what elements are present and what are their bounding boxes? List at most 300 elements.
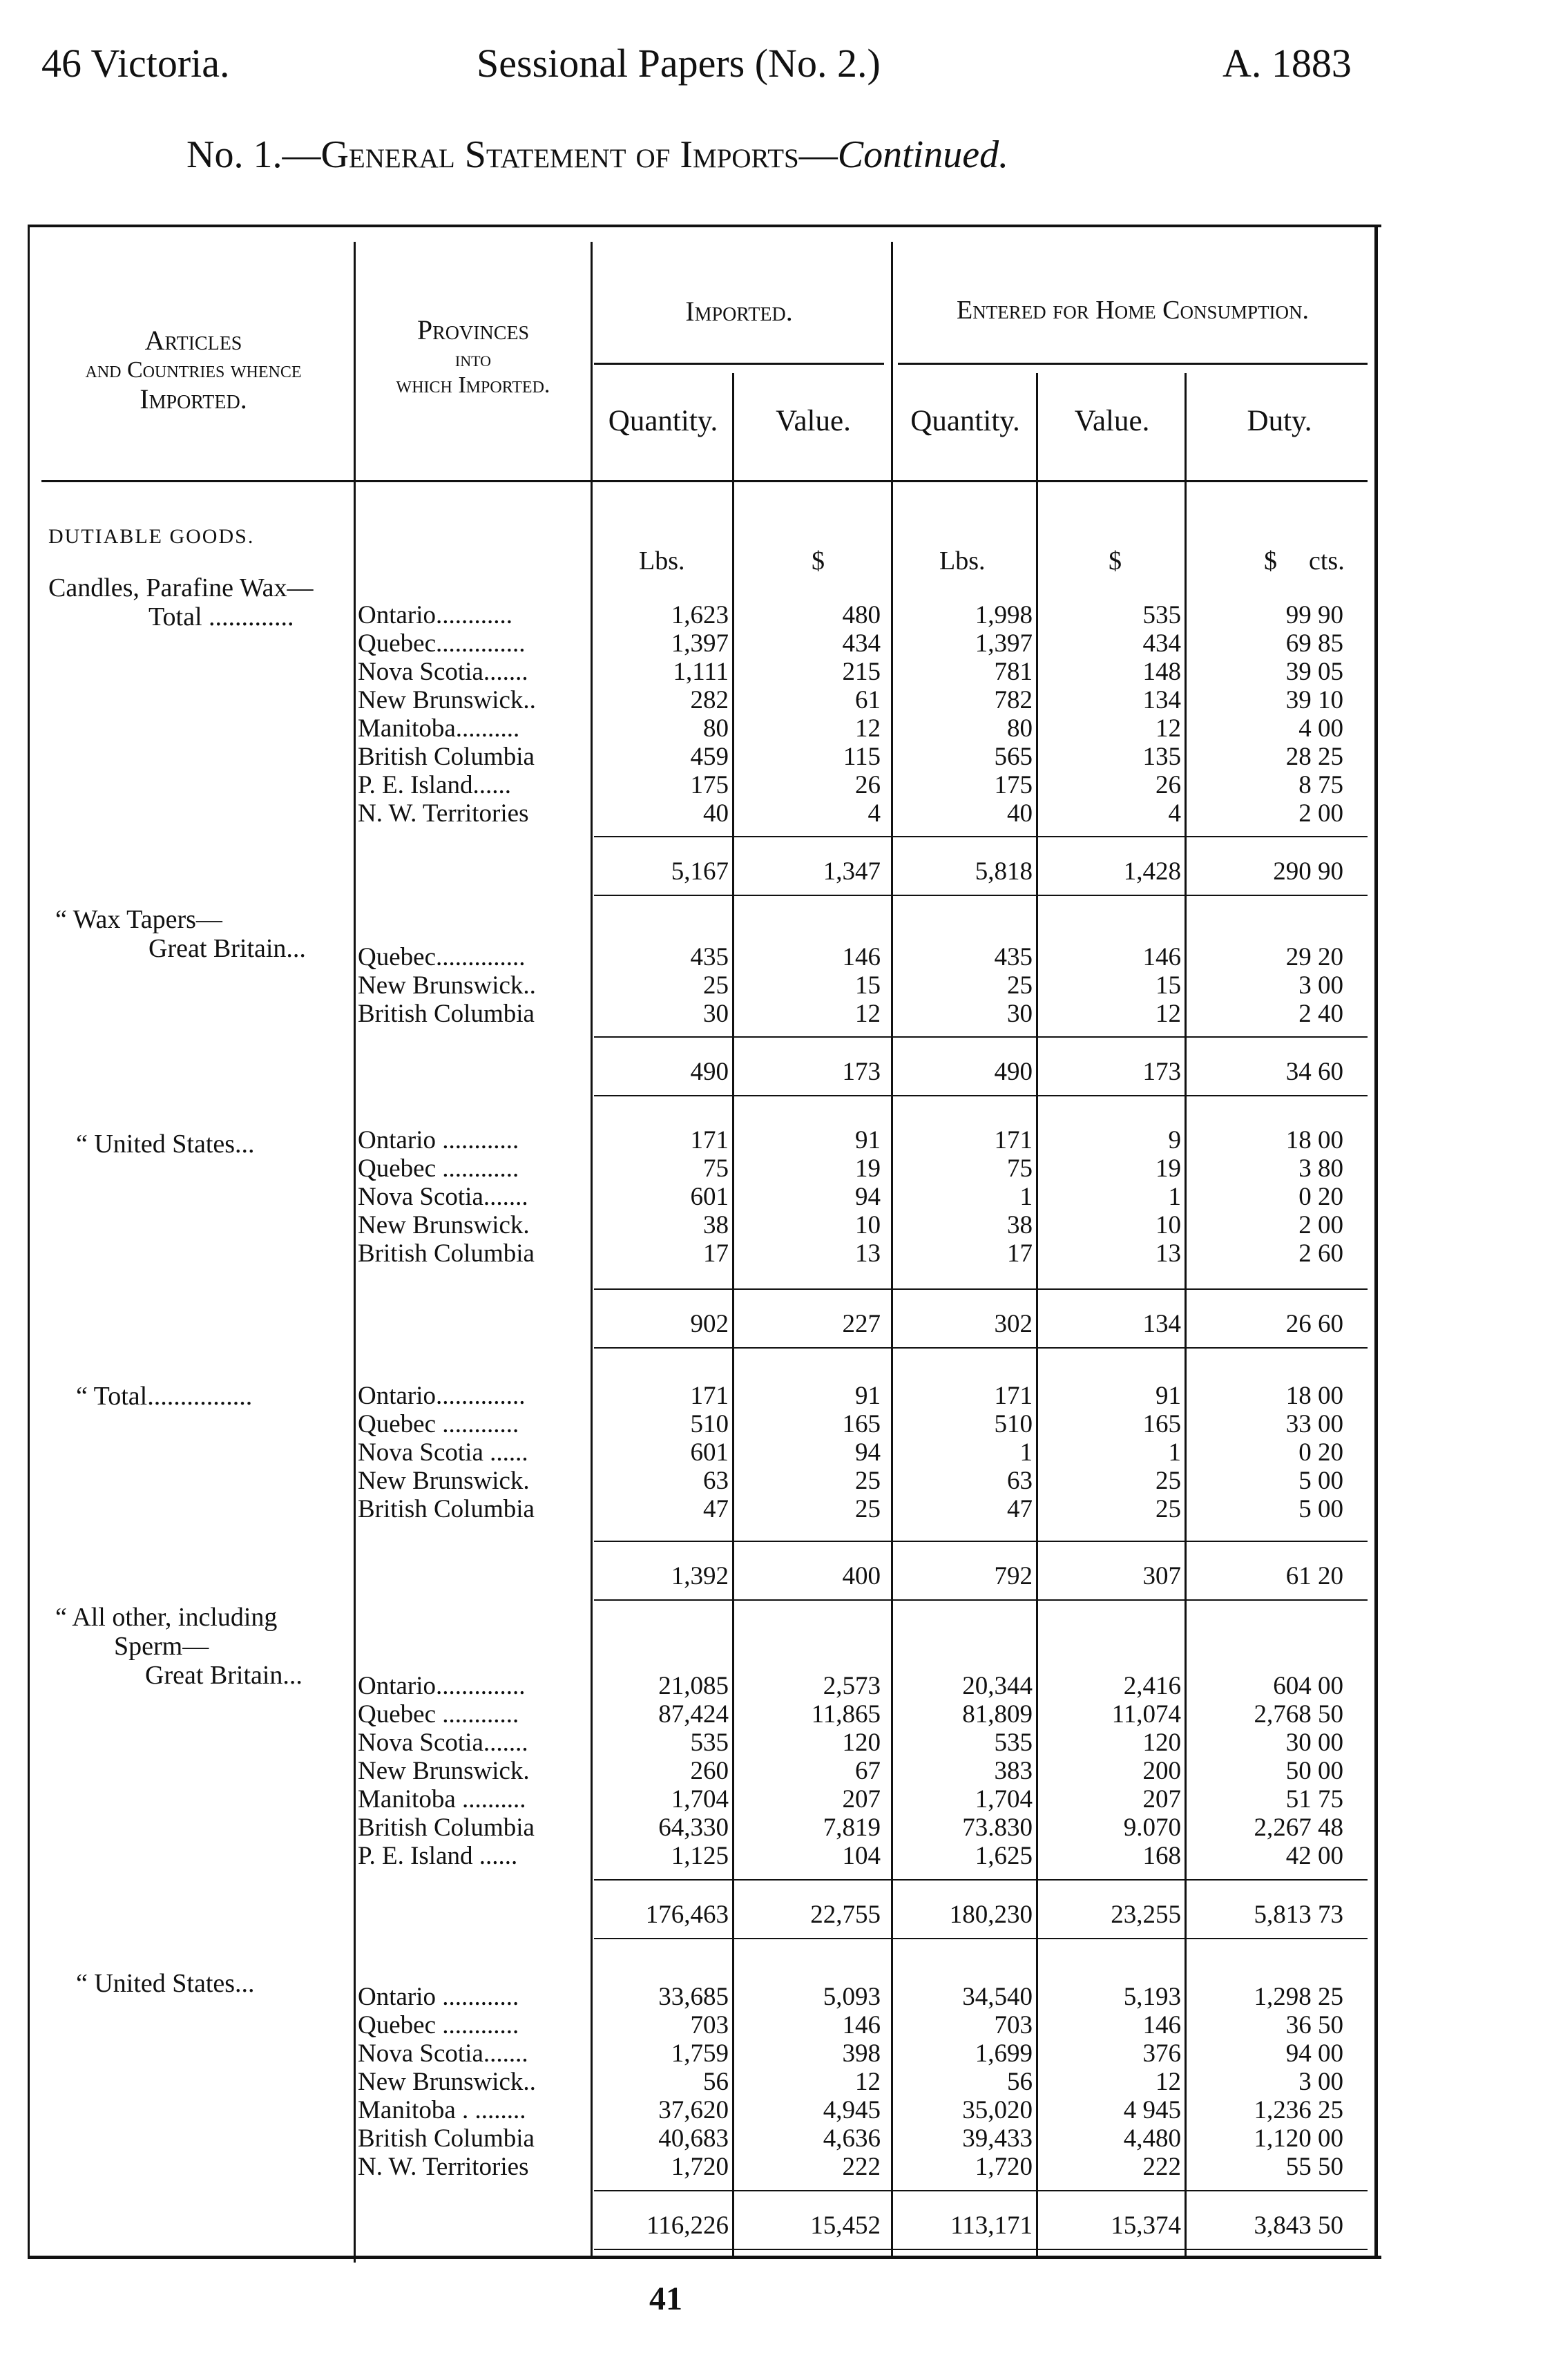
table-cell: 601 <box>690 1183 729 1211</box>
imported-subheader-rule <box>594 363 884 365</box>
table-cell: 104 <box>842 1842 881 1870</box>
table-cell: 12 <box>855 2068 881 2096</box>
province-name: New Brunswick. <box>358 1757 530 1785</box>
province-name: British Columbia <box>358 743 535 771</box>
table-cell: 12 <box>855 1000 881 1028</box>
numeric-column <box>1216 1382 1343 1523</box>
province-name: Nova Scotia....... <box>358 658 528 686</box>
table-cell: 33 00 <box>1285 1410 1343 1438</box>
group-total-cell: 15,374 <box>1111 2211 1181 2240</box>
header-duty: Duty. <box>1247 405 1312 437</box>
table-left-border <box>28 225 30 2256</box>
table-cell: 3 00 <box>1298 971 1343 1000</box>
article-label: “ United States... <box>76 1130 255 1159</box>
table-cell: 0 20 <box>1298 1183 1343 1211</box>
table-cell: 18 00 <box>1285 1382 1343 1410</box>
province-name: British Columbia <box>358 2124 535 2153</box>
table-cell: 175 <box>690 771 729 799</box>
group-total-cell: 302 <box>994 1310 1033 1338</box>
table-cell: 30 <box>1007 1000 1033 1028</box>
table-cell: 12 <box>855 714 881 743</box>
table-cell: 781 <box>994 658 1033 686</box>
numeric-column <box>905 943 1033 1028</box>
table-cell: 15 <box>855 971 881 1000</box>
group-total-cell: 113,171 <box>950 2211 1033 2240</box>
table-cell: 75 <box>1007 1154 1033 1183</box>
table-cell: 459 <box>690 743 729 771</box>
numeric-column <box>905 1983 1033 2181</box>
table-cell: 9.070 <box>1123 1813 1181 1842</box>
table-cell: 171 <box>994 1126 1033 1154</box>
group-total-cell: 180,230 <box>949 1901 1033 1929</box>
table-cell: 146 <box>1142 943 1181 971</box>
article-label: “ All other, including <box>55 1603 278 1632</box>
group-total-cell: 23,255 <box>1111 1901 1181 1929</box>
header-entered: Entered for Home Consumption. <box>956 296 1310 325</box>
table-cell: 30 00 <box>1285 1729 1343 1757</box>
numeric-column <box>1057 943 1181 1028</box>
subtotal-rule-top <box>594 2190 1368 2191</box>
province-name: Ontario.............. <box>358 1672 526 1700</box>
page-number: 41 <box>649 2281 682 2317</box>
province-list <box>358 943 586 1028</box>
table-cell: 67 <box>855 1757 881 1785</box>
numeric-column <box>760 1672 881 1870</box>
table-top-rule <box>28 225 1381 227</box>
numeric-column <box>1057 1672 1181 1870</box>
province-name: Nova Scotia....... <box>358 1183 528 1211</box>
group-total-cell: 22,755 <box>810 1901 881 1929</box>
province-list <box>358 1672 586 1870</box>
table-cell: 25 <box>855 1495 881 1523</box>
province-name: Quebec ............ <box>358 2011 519 2039</box>
table-cell: 1,236 25 <box>1254 2096 1343 2124</box>
table-cell: 30 <box>703 1000 729 1028</box>
table-cell: 260 <box>690 1757 729 1785</box>
table-cell: 12 <box>1156 1000 1181 1028</box>
header-bottom-rule <box>41 480 1368 482</box>
table-cell: 1,699 <box>975 2039 1033 2068</box>
table-cell: 13 <box>855 1239 881 1268</box>
table-cell: 148 <box>1142 658 1181 686</box>
table-cell: 222 <box>1142 2153 1181 2181</box>
group-total-cell: 173 <box>842 1058 881 1086</box>
unit-entered-qty: Lbs. <box>939 546 986 575</box>
table-cell: 80 <box>1007 714 1033 743</box>
group-total-cell: 400 <box>842 1562 881 1590</box>
province-list <box>358 1382 586 1523</box>
table-cell: 168 <box>1142 1842 1181 1870</box>
table-cell: 36 50 <box>1285 2011 1343 2039</box>
table-cell: 7,819 <box>823 1813 881 1842</box>
province-name: New Brunswick.. <box>358 2068 536 2096</box>
table-cell: 91 <box>855 1382 881 1410</box>
table-cell: 383 <box>994 1757 1033 1785</box>
running-header-left: 46 Victoria. <box>41 41 230 86</box>
header-provinces-line3: which Imported. <box>396 372 550 398</box>
numeric-column <box>1216 1126 1343 1268</box>
table-cell: 703 <box>994 2011 1033 2039</box>
table-cell: 69 85 <box>1285 629 1343 658</box>
table-cell: 535 <box>690 1729 729 1757</box>
header-articles-line2: and Countries whence <box>85 357 302 383</box>
table-cell: 13 <box>1156 1239 1181 1268</box>
province-list <box>358 601 586 828</box>
numeric-column <box>905 601 1033 828</box>
table-cell: 222 <box>842 2153 881 2181</box>
col-divider-articles <box>354 242 356 2263</box>
table-cell: 64,330 <box>658 1813 729 1842</box>
title-prefix: No. 1.— <box>186 133 321 176</box>
numeric-column <box>608 1382 729 1523</box>
table-cell: 135 <box>1142 743 1181 771</box>
group-total-cell: 1,347 <box>823 857 881 886</box>
entered-subheader-rule <box>898 363 1368 365</box>
table-cell: 2,267 48 <box>1254 1813 1343 1842</box>
article-label: “ Wax Tapers— <box>55 905 222 934</box>
table-cell: 51 75 <box>1285 1785 1343 1813</box>
col-divider-imported-value <box>732 373 734 2256</box>
group-total-cell: 490 <box>994 1058 1033 1086</box>
table-cell: 40,683 <box>658 2124 729 2153</box>
table-cell: 34,540 <box>962 1983 1033 2011</box>
province-name: N. W. Territories <box>358 799 529 828</box>
table-cell: 1,759 <box>671 2039 729 2068</box>
table-cell: 91 <box>855 1126 881 1154</box>
numeric-column <box>608 1983 729 2181</box>
table-cell: 398 <box>842 2039 881 2068</box>
table-cell: 39 05 <box>1285 658 1343 686</box>
table-cell: 2 40 <box>1298 1000 1343 1028</box>
table-cell: 94 00 <box>1285 2039 1343 2068</box>
table-cell: 2,573 <box>823 1672 881 1700</box>
table-cell: 9 <box>1168 1126 1181 1154</box>
table-cell: 19 <box>855 1154 881 1183</box>
table-cell: 28 25 <box>1285 743 1343 771</box>
table-cell: 200 <box>1142 1757 1181 1785</box>
table-cell: 535 <box>1142 601 1181 629</box>
table-cell: 20,344 <box>962 1672 1033 1700</box>
table-cell: 120 <box>1142 1729 1181 1757</box>
table-cell: 91 <box>1156 1382 1181 1410</box>
table-cell: 47 <box>703 1495 729 1523</box>
table-cell: 434 <box>842 629 881 658</box>
numeric-column <box>760 943 881 1028</box>
table-cell: 703 <box>690 2011 729 2039</box>
province-name: Nova Scotia ...... <box>358 1438 528 1467</box>
subtotal-rule-bottom <box>594 1599 1368 1601</box>
table-cell: 171 <box>994 1382 1033 1410</box>
table-cell: 120 <box>842 1729 881 1757</box>
unit-imported-value: $ <box>812 546 825 575</box>
group-total-cell: 227 <box>842 1310 881 1338</box>
table-cell: 175 <box>994 771 1033 799</box>
table-cell: 10 <box>855 1211 881 1239</box>
unit-imported-qty: Lbs. <box>639 546 685 575</box>
numeric-column <box>608 1672 729 1870</box>
province-name: British Columbia <box>358 1813 535 1842</box>
table-cell: 165 <box>842 1410 881 1438</box>
table-cell: 1,125 <box>671 1842 729 1870</box>
group-total-cell: 5,818 <box>975 857 1033 886</box>
province-name: New Brunswick. <box>358 1211 530 1239</box>
header-provinces <box>356 314 591 399</box>
table-cell: 435 <box>994 943 1033 971</box>
table-cell: 1,397 <box>975 629 1033 658</box>
table-cell: 11,865 <box>811 1700 881 1729</box>
table-cell: 25 <box>1156 1467 1181 1495</box>
running-header-right: A. 1883 <box>1222 41 1352 86</box>
table-cell: 146 <box>1142 2011 1181 2039</box>
numeric-column <box>760 1126 881 1268</box>
group-total-cell: 792 <box>994 1562 1033 1590</box>
province-list <box>358 1983 586 2181</box>
table-cell: 1,298 25 <box>1254 1983 1343 2011</box>
table-cell: 2 60 <box>1298 1239 1343 1268</box>
province-name: Manitoba.......... <box>358 714 520 743</box>
table-cell: 3 80 <box>1298 1154 1343 1183</box>
table-cell: 5,093 <box>823 1983 881 2011</box>
table-cell: 1,704 <box>671 1785 729 1813</box>
numeric-column <box>760 1382 881 1523</box>
table-cell: 480 <box>842 601 881 629</box>
table-cell: 2 00 <box>1298 1211 1343 1239</box>
article-label: “ Total................ <box>76 1382 253 1411</box>
table-cell: 38 <box>1007 1211 1033 1239</box>
table-cell: 601 <box>690 1438 729 1467</box>
table-cell: 4 945 <box>1123 2096 1181 2124</box>
header-provinces-line2: into <box>454 346 492 371</box>
table-cell: 2,768 50 <box>1254 1700 1343 1729</box>
group-total-cell: 61 20 <box>1285 1562 1343 1590</box>
table-cell: 510 <box>994 1410 1033 1438</box>
table-cell: 39,433 <box>962 2124 1033 2153</box>
group-total-cell: 1,392 <box>671 1562 729 1590</box>
table-cell: 18 00 <box>1285 1126 1343 1154</box>
article-label: Total ............. <box>148 602 294 631</box>
numeric-column <box>1216 1983 1343 2181</box>
table-cell: 56 <box>1007 2068 1033 2096</box>
table-cell: 171 <box>690 1382 729 1410</box>
numeric-column <box>1057 1983 1181 2181</box>
province-name: Ontario ............ <box>358 1983 519 2011</box>
subtotal-rule-top <box>594 836 1368 837</box>
numeric-column <box>1057 601 1181 828</box>
subtotal-rule-top <box>594 1879 1368 1881</box>
header-articles <box>41 325 345 415</box>
province-name: New Brunswick.. <box>358 686 536 714</box>
table-cell: 17 <box>703 1239 729 1268</box>
table-cell: 25 <box>1007 971 1033 1000</box>
province-name: N. W. Territories <box>358 2153 529 2181</box>
group-total-cell: 307 <box>1142 1562 1181 1590</box>
group-total-cell: 176,463 <box>645 1901 729 1929</box>
table-cell: 1,720 <box>671 2153 729 2181</box>
header-articles-line1: Articles <box>144 325 242 356</box>
table-cell: 5 00 <box>1298 1467 1343 1495</box>
table-cell: 1 <box>1168 1438 1181 1467</box>
table-cell: 5 00 <box>1298 1495 1343 1523</box>
province-name: Ontario............ <box>358 601 513 629</box>
table-cell: 1,397 <box>671 629 729 658</box>
province-name: British Columbia <box>358 1239 535 1268</box>
province-name: British Columbia <box>358 1000 535 1028</box>
table-cell: 63 <box>703 1467 729 1495</box>
table-cell: 29 20 <box>1285 943 1343 971</box>
subtotal-rule-bottom <box>594 2249 1368 2250</box>
table-cell: 56 <box>703 2068 729 2096</box>
table-cell: 1,720 <box>975 2153 1033 2181</box>
header-imported-value: Value. <box>776 405 851 437</box>
table-cell: 50 00 <box>1285 1757 1343 1785</box>
table-cell: 604 00 <box>1273 1672 1343 1700</box>
table-cell: 376 <box>1142 2039 1181 2068</box>
subtotal-rule-top <box>594 1288 1368 1290</box>
table-cell: 782 <box>994 686 1033 714</box>
numeric-column <box>608 943 729 1028</box>
header-imported-quantity: Quantity. <box>608 405 718 437</box>
group-total-cell: 26 60 <box>1285 1310 1343 1338</box>
numeric-column <box>1216 1672 1343 1870</box>
table-cell: 434 <box>1142 629 1181 658</box>
running-header-center: Sessional Papers (No. 2.) <box>477 41 881 86</box>
numeric-column <box>608 1126 729 1268</box>
table-cell: 55 50 <box>1285 2153 1343 2181</box>
table-cell: 4,945 <box>823 2096 881 2124</box>
unit-duty-cts: cts. <box>1309 546 1345 575</box>
numeric-column <box>1057 1126 1181 1268</box>
col-divider-duty <box>1185 373 1187 2256</box>
table-cell: 1 <box>1168 1183 1181 1211</box>
subtotal-rule-bottom <box>594 1095 1368 1096</box>
table-cell: 171 <box>690 1126 729 1154</box>
province-name: Quebec ............ <box>358 1410 519 1438</box>
table-cell: 8 75 <box>1298 771 1343 799</box>
table-cell: 1,998 <box>975 601 1033 629</box>
table-cell: 1 <box>1019 1438 1033 1467</box>
header-entered-value: Value. <box>1074 405 1150 437</box>
table-cell: 26 <box>1156 771 1181 799</box>
group-total-cell: 5,167 <box>671 857 729 886</box>
table-cell: 61 <box>855 686 881 714</box>
province-name: Manitoba .......... <box>358 1785 526 1813</box>
table-cell: 99 90 <box>1285 601 1343 629</box>
table-cell: 25 <box>1156 1495 1181 1523</box>
table-cell: 1,111 <box>673 658 729 686</box>
group-total-cell: 290 90 <box>1273 857 1343 886</box>
table-cell: 11,074 <box>1111 1700 1181 1729</box>
table-cell: 73.830 <box>962 1813 1033 1842</box>
group-total-cell: 173 <box>1142 1058 1181 1086</box>
province-name: Ontario.............. <box>358 1382 526 1410</box>
table-cell: 25 <box>855 1467 881 1495</box>
table-cell: 207 <box>842 1785 881 1813</box>
section-label: DUTIABLE GOODS. <box>48 525 255 548</box>
table-cell: 40 <box>703 799 729 828</box>
table-cell: 4,480 <box>1123 2124 1181 2153</box>
table-cell: 12 <box>1156 2068 1181 2096</box>
numeric-column <box>905 1126 1033 1268</box>
table-cell: 19 <box>1156 1154 1181 1183</box>
group-total-cell: 490 <box>690 1058 729 1086</box>
group-total-cell: 5,813 73 <box>1254 1901 1343 1929</box>
article-label: “ United States... <box>76 1969 255 1998</box>
group-total-cell: 1,428 <box>1123 857 1181 886</box>
province-name: Quebec ............ <box>358 1700 519 1729</box>
table-cell: 47 <box>1007 1495 1033 1523</box>
province-list <box>358 1126 586 1268</box>
table-cell: 15 <box>1156 971 1181 1000</box>
group-total-cell: 134 <box>1142 1310 1181 1338</box>
table-cell: 40 <box>1007 799 1033 828</box>
province-name: New Brunswick.. <box>358 971 536 1000</box>
col-divider-entered-value <box>1036 373 1038 2256</box>
group-total-cell: 3,843 50 <box>1254 2211 1343 2240</box>
table-cell: 435 <box>690 943 729 971</box>
table-cell: 37,620 <box>658 2096 729 2124</box>
table-cell: 510 <box>690 1410 729 1438</box>
province-name: Nova Scotia....... <box>358 1729 528 1757</box>
table-cell: 25 <box>703 971 729 1000</box>
table-cell: 94 <box>855 1438 881 1467</box>
article-label: Great Britain... <box>145 1661 303 1690</box>
province-name: Manitoba . ........ <box>358 2096 526 2124</box>
article-label: Great Britain... <box>148 934 306 963</box>
table-cell: 10 <box>1156 1211 1181 1239</box>
table-cell: 4 00 <box>1298 714 1343 743</box>
table-cell: 1 <box>1019 1183 1033 1211</box>
table-cell: 1,704 <box>975 1785 1033 1813</box>
table-right-border <box>1374 225 1378 2256</box>
table-cell: 1,623 <box>671 601 729 629</box>
header-articles-line3: Imported. <box>140 383 247 415</box>
numeric-column <box>905 1672 1033 1870</box>
table-cell: 94 <box>855 1183 881 1211</box>
table-cell: 42 00 <box>1285 1842 1343 1870</box>
table-cell: 81,809 <box>962 1700 1033 1729</box>
table-cell: 1,625 <box>975 1842 1033 1870</box>
table-cell: 565 <box>994 743 1033 771</box>
group-total-cell: 902 <box>690 1310 729 1338</box>
table-cell: 3 00 <box>1298 2068 1343 2096</box>
unit-duty-dollar: $ <box>1264 546 1277 575</box>
province-name: Ontario ............ <box>358 1126 519 1154</box>
header-imported: Imported. <box>685 296 793 327</box>
subtotal-rule-bottom <box>594 1938 1368 1939</box>
table-cell: 35,020 <box>962 2096 1033 2124</box>
table-cell: 87,424 <box>658 1700 729 1729</box>
table-cell: 115 <box>843 743 881 771</box>
province-name: Nova Scotia....... <box>358 2039 528 2068</box>
table-cell: 146 <box>842 2011 881 2039</box>
table-cell: 134 <box>1142 686 1181 714</box>
table-cell: 2,416 <box>1123 1672 1181 1700</box>
numeric-column <box>760 601 881 828</box>
numeric-column <box>1216 943 1343 1028</box>
table-cell: 12 <box>1156 714 1181 743</box>
page-title <box>186 133 1008 177</box>
table-cell: 0 20 <box>1298 1438 1343 1467</box>
col-divider-entered <box>891 242 893 2256</box>
unit-entered-value: $ <box>1109 546 1122 575</box>
table-cell: 33,685 <box>658 1983 729 2011</box>
table-cell: 5,193 <box>1123 1983 1181 2011</box>
group-total-cell: 116,226 <box>646 2211 729 2240</box>
table-cell: 4 <box>867 799 881 828</box>
table-cell: 535 <box>994 1729 1033 1757</box>
table-cell: 4,636 <box>823 2124 881 2153</box>
table-cell: 207 <box>1142 1785 1181 1813</box>
